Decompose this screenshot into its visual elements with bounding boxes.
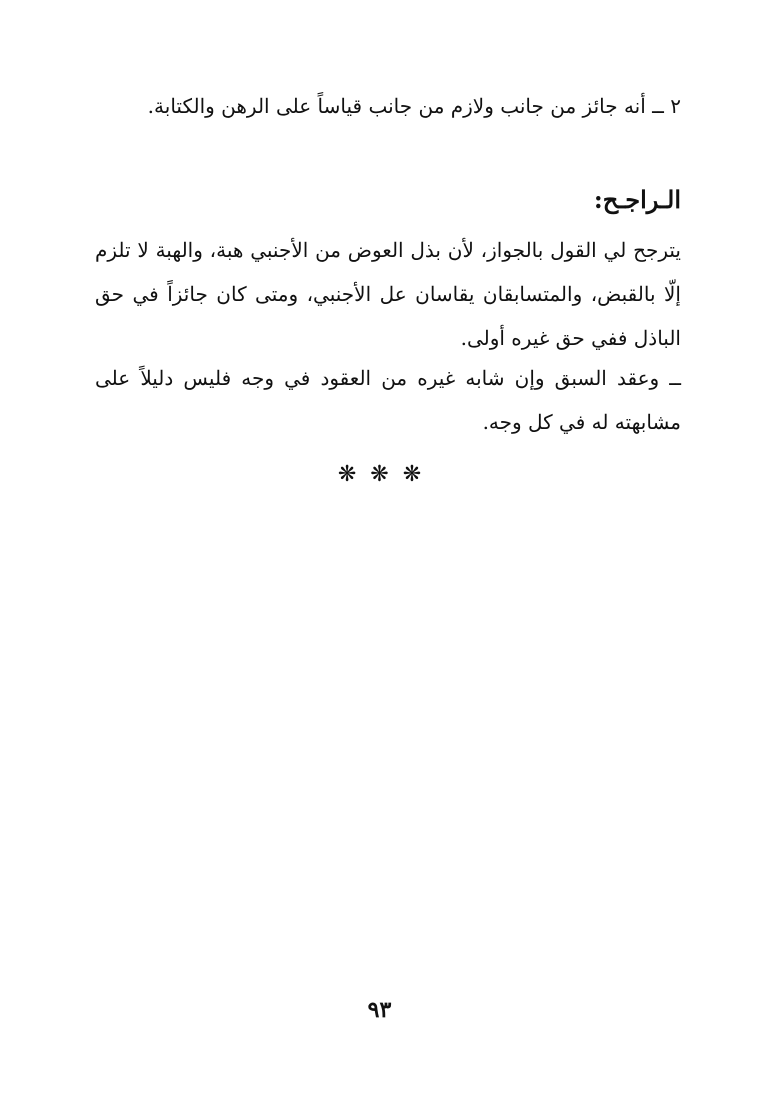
- paragraph-second-opinion: ٢ ــ أنه جائز من جانب ولازم من جانب قياساً على الرهن والكتابة.: [147, 94, 681, 118]
- section-heading-preferred-view: الـراجـح:: [593, 185, 681, 214]
- paragraph-contract-analogy: ــ وعقد السبق وإن شابه غيره من العقود في وجه فليس دليلاً على مشابهته له في كل وجه.: [95, 366, 681, 434]
- paragraph-preferred-reasoning: يترجح لي القول بالجواز، لأن بذل العوض من الأجنبي هبة، والهبة لا تلزم إلّا بالقبض، والمتسابقان يقاسان عل الأجنبي، ومتى كان جائزاً في حق الباذل ففي حق غيره أولى.: [95, 238, 681, 350]
- page-number: ٩٣: [367, 997, 392, 1023]
- section-separator-asterisks: ❋❋❋: [337, 462, 436, 487]
